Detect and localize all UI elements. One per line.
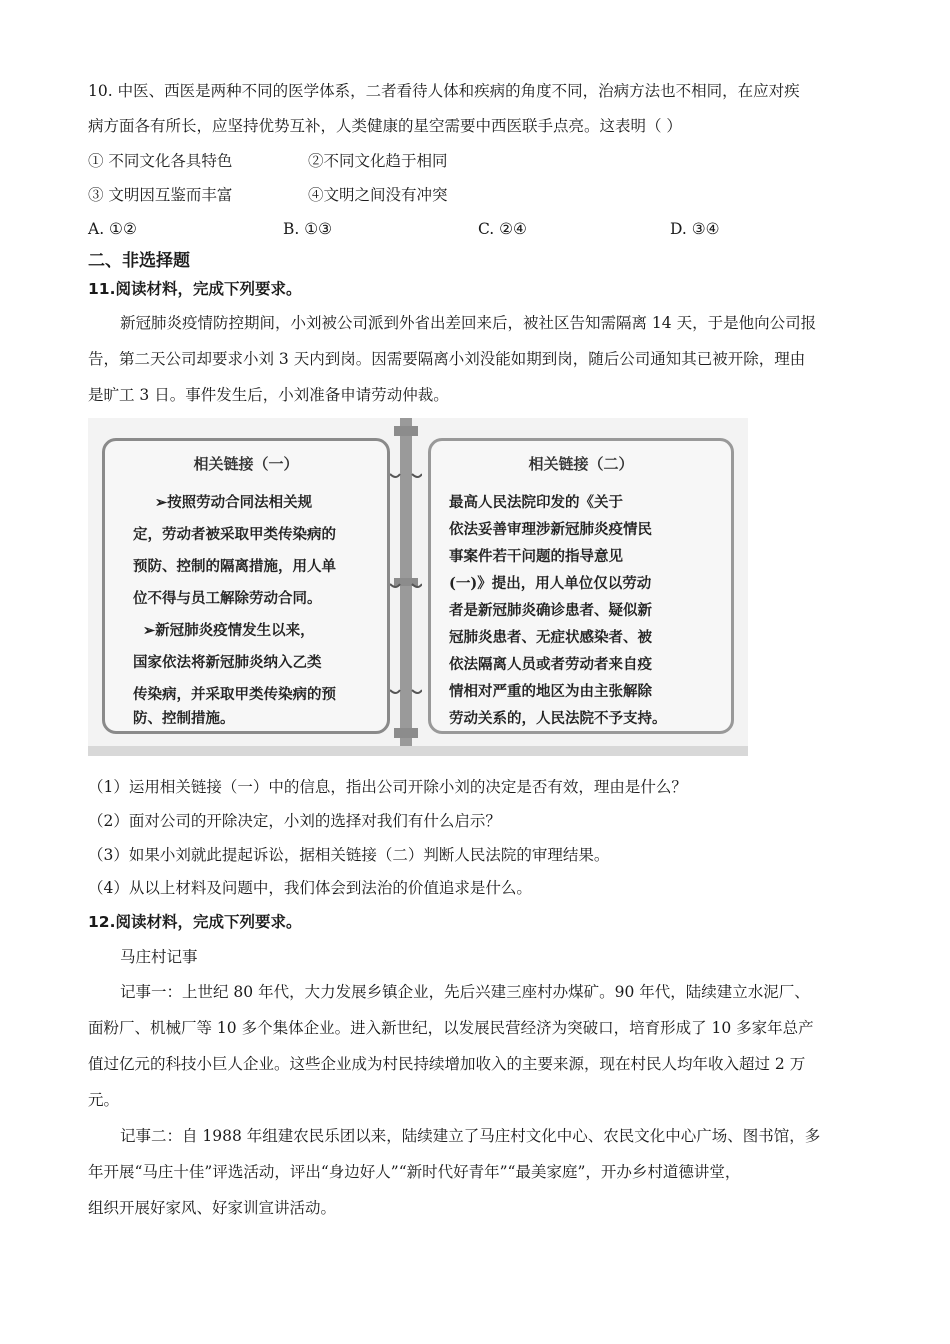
divider-pillar <box>390 418 422 756</box>
related-link-2-line: 者是新冠肺炎确诊患者、疑似新 <box>449 602 652 619</box>
q10-statement-3: ③ 文明因互鉴而丰富 <box>88 186 233 204</box>
q12-record1-line3: 值过亿元的科技小巨人企业。这些企业成为村民持续增加收入的主要来源，现在村民人均年收入超过 2 万 <box>88 1055 806 1073</box>
related-link-2-line: 冠肺炎患者、无症状感染者、被 <box>449 629 652 646</box>
related-link-2-line: 最高人民法院印发的《关于 <box>449 494 623 511</box>
q10-stem-line1: 10. 中医、西医是两种不同的医学体系，二者看待人体和疾病的角度不同，治病方法也不相同，在应对疾 <box>88 82 800 100</box>
q11-sub-2: （2）面对公司的开除决定，小刘的选择对我们有什么启示？ <box>88 812 501 830</box>
q10-option-c: C. ②④ <box>478 220 527 238</box>
q11-para-line2: 告，第二天公司却要求小刘 3 天内到岗。因需要隔离小刘没能如期到岗，随后公司通知其已被开除，理由 <box>88 350 806 368</box>
related-links-figure <box>88 418 748 756</box>
q10-statement-1: ① 不同文化各具特色 <box>88 152 233 170</box>
related-link-2-title: 相关链接（二） <box>528 455 634 473</box>
q12-record1-line4: 元。 <box>88 1091 120 1109</box>
related-link-1-title: 相关链接（一） <box>193 455 299 473</box>
section-title: 二、非选择题 <box>88 251 190 271</box>
related-link-1-line: 位不得与员工解除劳动合同。 <box>133 590 322 607</box>
figure-bottom-edge <box>88 746 748 756</box>
q11-sub-1: （1）运用相关链接（一）中的信息，指出公司开除小刘的决定是否有效，理由是什么？ <box>88 778 687 796</box>
related-link-2-line: 依法隔离人员或者劳动者来自疫 <box>449 656 652 673</box>
related-link-2-line: 劳动关系的，人民法院不予支持。 <box>449 710 667 727</box>
q12-record2-line2: 年开展“马庄十佳”评选活动，评出“身边好人”“新时代好青年”“最美家庭”，开办乡村道德讲堂， <box>88 1163 741 1181</box>
q12-record2-line1: 记事二：自 1988 年组建农民乐团以来，陆续建立了马庄村文化中心、农民文化中心广场、图书馆，多 <box>120 1127 821 1145</box>
q10-option-d: D. ③④ <box>670 220 720 238</box>
related-link-2-line: 情相对严重的地区为由主张解除 <box>449 683 652 700</box>
q10-option-a: A. ①② <box>88 220 137 238</box>
q11-stem: 11.阅读材料，完成下列要求。 <box>88 280 302 298</box>
q10-option-b: B. ①③ <box>283 220 333 238</box>
related-link-1-line: 传染病，并采取甲类传染病的预 <box>133 686 336 703</box>
q12-stem: 12.阅读材料，完成下列要求。 <box>88 913 302 931</box>
related-link-1-line: ➢新冠肺炎疫情发生以来， <box>143 622 315 639</box>
q11-sub-4: （4）从以上材料及问题中，我们体会到法治的价值追求是什么。 <box>88 879 532 897</box>
q11-para-line1: 新冠肺炎疫情防控期间，小刘被公司派到外省出差回来后，被社区告知需隔离 14 天，于是他向公司报 <box>120 314 817 332</box>
related-link-2-line: 事案件若干问题的指导意见 <box>449 548 623 565</box>
related-link-2-line: 依法妥善审理涉新冠肺炎疫情民 <box>449 521 652 538</box>
related-link-1-line: 防、控制措施。 <box>133 710 235 727</box>
related-link-2-line: (一)》提出，用人单位仅以劳动 <box>449 575 652 592</box>
q12-material-title: 马庄村记事 <box>120 948 198 966</box>
related-link-1-line: 国家依法将新冠肺炎纳入乙类 <box>133 654 322 671</box>
related-link-1-line: 定，劳动者被采取甲类传染病的 <box>133 526 336 543</box>
q12-record1-line2: 面粉厂、机械厂等 10 多个集体企业。进入新世纪，以发展民营经济为突破口，培育形成了 10 多家年总产 <box>88 1019 814 1037</box>
q11-para-line3: 是旷工 3 日。事件发生后，小刘准备申请劳动仲裁。 <box>88 386 449 404</box>
q12-record2-line3: 组织开展好家风、好家训宣讲活动。 <box>88 1199 337 1217</box>
related-link-1-line: ➢按照劳动合同法相关规 <box>155 494 313 511</box>
related-link-1-line: 预防、控制的隔离措施，用人单 <box>133 558 336 575</box>
q10-statement-4: ④文明之间没有冲突 <box>308 186 448 204</box>
related-link-2-box <box>428 438 734 734</box>
q12-record1-line1: 记事一：上世纪 80 年代，大力发展乡镇企业，先后兴建三座村办煤矿。90 年代，陆续建立水泥厂、 <box>120 983 810 1001</box>
q11-sub-3: （3）如果小刘就此提起诉讼，据相关链接（二）判断人民法院的审理结果。 <box>88 846 610 864</box>
related-link-1-box <box>102 438 390 734</box>
q10-statement-2: ②不同文化趋于相同 <box>308 152 448 170</box>
q10-stem-line2: 病方面各有所长，应坚持优势互补，人类健康的星空需要中西医联手点亮。这表明（ ） <box>88 117 682 135</box>
